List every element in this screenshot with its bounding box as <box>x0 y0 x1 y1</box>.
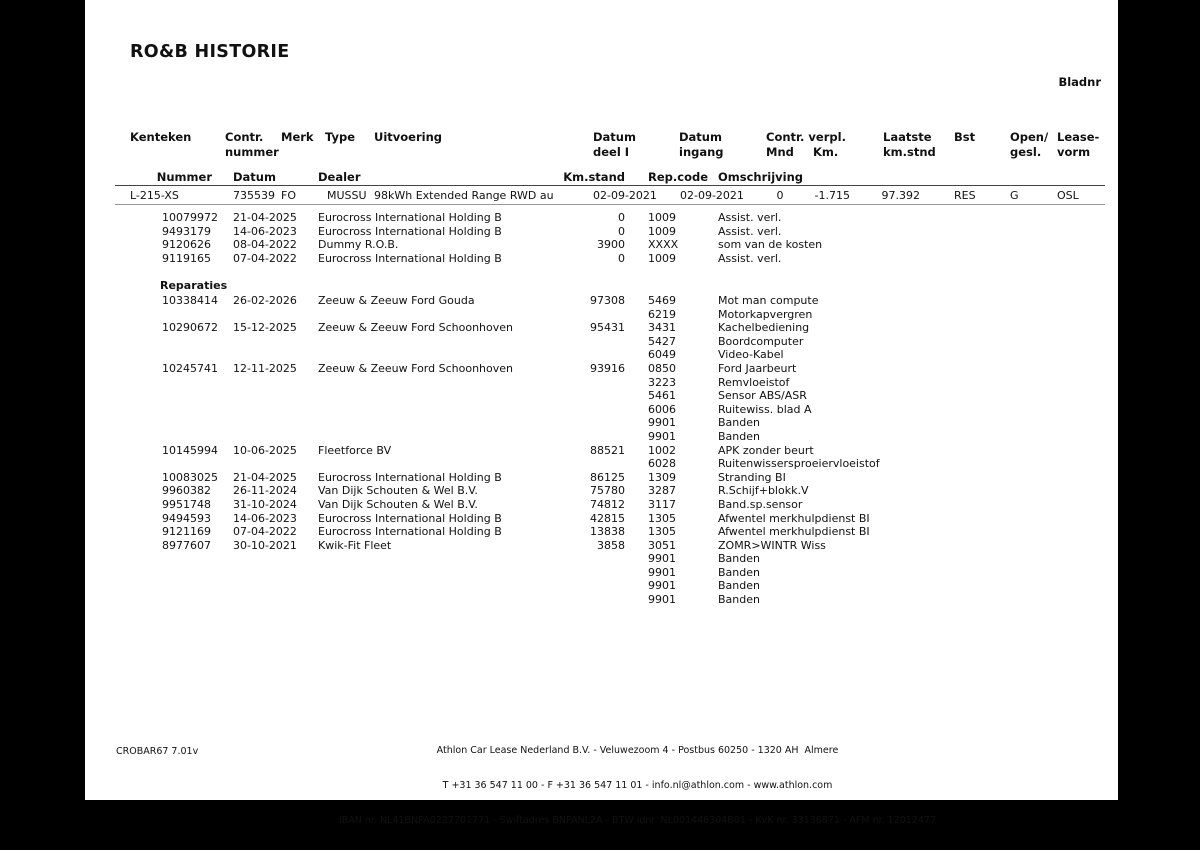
row-datum: 26-02-2026 <box>233 294 297 307</box>
col-header-laatste-line2: km.stnd <box>883 145 936 159</box>
contract-nummer: 735539 <box>233 189 275 202</box>
row-omschrijving: Stranding BI <box>718 470 786 484</box>
contract-merk: FO <box>281 189 296 202</box>
table-row <box>85 457 1118 471</box>
bladnr-label: Bladnr <box>1058 75 1101 89</box>
row-omschrijving: Band.sp.sensor <box>718 497 803 511</box>
row-omschrijving: ZOMR>WINTR Wiss <box>718 538 826 552</box>
table-row <box>85 552 1118 566</box>
col-header-mnd: Mnd <box>766 145 794 159</box>
table-row <box>85 294 1118 308</box>
row-repcode: 9901 <box>648 593 676 607</box>
row-omschrijving: Banden <box>718 579 760 593</box>
row-omschrijving: Motorkapvergren <box>718 307 813 321</box>
row-datum: 21-04-2025 <box>233 211 297 224</box>
table-row <box>85 566 1118 580</box>
row-repcode: 6049 <box>648 348 676 362</box>
reparaties-section-label: Reparaties <box>160 279 228 292</box>
row-repcode: 1309 <box>648 470 676 484</box>
row-repcode: 9901 <box>648 579 676 593</box>
header-divider-line <box>115 185 1105 186</box>
col-header-contr-verpl: Contr. verpl. <box>766 130 846 144</box>
row-kmstand: 0 <box>618 251 625 265</box>
row-repcode: 1009 <box>648 211 676 224</box>
row-repcode: 9901 <box>648 429 676 443</box>
row-dealer: Eurocross International Holding B <box>318 511 502 525</box>
row-nummer: 9493179 <box>162 224 211 238</box>
row-datum: 12-11-2025 <box>233 361 297 375</box>
col-header-dealer: Dealer <box>318 170 361 184</box>
row-dealer: Fleetforce BV <box>318 443 392 457</box>
row-repcode: 6028 <box>648 457 676 471</box>
row-omschrijving: Video-Kabel <box>718 348 784 362</box>
row-nummer: 10079972 <box>162 211 218 224</box>
table-row <box>85 335 1118 349</box>
row-nummer: 10338414 <box>162 294 218 307</box>
row-kmstand: 97308 <box>590 294 625 307</box>
table-row <box>85 376 1118 390</box>
row-dealer: Zeeuw & Zeeuw Ford Schoonhoven <box>318 361 514 375</box>
row-nummer: 8977607 <box>162 538 211 552</box>
contract-divider-line <box>115 204 1105 205</box>
row-dealer: Eurocross International Holding B <box>318 251 502 265</box>
table-row <box>85 539 1118 553</box>
row-datum: 14-06-2023 <box>233 511 297 525</box>
table-row <box>85 389 1118 403</box>
table-row <box>85 593 1118 607</box>
footer-bank-line: IBAN nr. NL41BNPA0227701771 - Swiftadres BNPANL2A - BTW idnr. NL001448304B01 - KvK nr. 33136871 - AFM nr. 12012477 <box>338 814 937 826</box>
row-omschrijving: Ford Jaarbeurt <box>718 361 797 375</box>
col-header-lease-line1: Lease- <box>1057 130 1100 144</box>
row-kmstand: 0 <box>618 211 625 224</box>
row-nummer: 10083025 <box>162 470 218 484</box>
row-dealer: Kwik-Fit Fleet <box>318 538 392 552</box>
footer-address-line: Athlon Car Lease Nederland B.V. - Veluwezoom 4 - Postbus 60250 - 1320 AH Almere <box>436 745 839 757</box>
row-dealer: Dummy R.O.B. <box>318 238 399 252</box>
row-dealer: Zeeuw & Zeeuw Ford Gouda <box>318 294 475 307</box>
row-datum: 07-04-2022 <box>233 251 297 265</box>
row-nummer: 9119165 <box>162 251 211 265</box>
table-row <box>85 321 1118 335</box>
row-omschrijving: Mot man compute <box>718 294 819 307</box>
row-omschrijving: Banden <box>718 429 760 443</box>
contract-km: -1.715 <box>814 189 850 202</box>
col-header-datum: Datum <box>233 170 276 184</box>
row-nummer: 9121169 <box>162 525 211 539</box>
contract-mnd: 0 <box>776 189 784 202</box>
row-nummer: 10290672 <box>162 321 218 335</box>
row-omschrijving: APK zonder beurt <box>718 443 814 457</box>
col-header-omschrijving: Omschrijving <box>718 170 804 184</box>
row-repcode: 3287 <box>648 484 676 498</box>
row-omschrijving: Afwentel merkhulpdienst BI <box>718 511 870 525</box>
row-repcode: 9901 <box>648 552 676 566</box>
row-repcode: 1305 <box>648 525 676 539</box>
reparaties-table <box>85 294 1118 607</box>
row-omschrijving: R.Schijf+blokk.V <box>718 484 809 498</box>
table-row <box>85 525 1118 539</box>
table-row <box>85 484 1118 498</box>
table-row <box>85 430 1118 444</box>
row-omschrijving: Assist. verl. <box>718 224 782 238</box>
contract-datum-deel1: 02-09-2021 <box>593 189 657 202</box>
row-repcode: 9901 <box>648 565 676 579</box>
contract-open-gesl: G <box>1010 189 1019 202</box>
col-header-kenteken: Kenteken <box>130 130 192 144</box>
row-dealer: Eurocross International Holding B <box>318 224 502 238</box>
row-kmstand: 75780 <box>590 484 625 498</box>
row-datum: 10-06-2025 <box>233 443 297 457</box>
col-header-datum-ingang-line1: Datum <box>679 130 722 144</box>
contract-bst: RES <box>954 189 976 202</box>
row-datum: 07-04-2022 <box>233 525 297 539</box>
col-header-merk: Merk <box>281 130 314 144</box>
row-omschrijving: Ruitewiss. blad A <box>718 402 812 416</box>
row-repcode: 9901 <box>648 416 676 430</box>
table-row <box>85 416 1118 430</box>
row-dealer: Zeeuw & Zeeuw Ford Schoonhoven <box>318 321 514 335</box>
col-header-datum-ingang-line2: ingang <box>679 145 724 159</box>
page-title: RO&B HISTORIE <box>130 42 290 62</box>
row-omschrijving: Ruitenwissersproeiervloeistof <box>718 457 880 471</box>
table-row <box>85 252 1118 266</box>
row-repcode: 3051 <box>648 538 676 552</box>
row-omschrijving: Banden <box>718 416 760 430</box>
row-repcode: XXXX <box>648 238 679 252</box>
table-row <box>85 471 1118 485</box>
table-row <box>85 512 1118 526</box>
col-header-contrnummer-line1: Contr. <box>225 130 264 144</box>
row-repcode: 1305 <box>648 511 676 525</box>
row-nummer: 9951748 <box>162 497 211 511</box>
row-omschrijving: Assist. verl. <box>718 211 782 224</box>
row-repcode: 3223 <box>648 375 676 389</box>
table-row <box>85 444 1118 458</box>
row-kmstand: 88521 <box>590 443 625 457</box>
contract-lease-vorm: OSL <box>1057 189 1079 202</box>
row-repcode: 1002 <box>648 443 676 457</box>
table-row <box>85 579 1118 593</box>
table-row <box>85 225 1118 239</box>
table-row <box>85 362 1118 376</box>
row-datum: 08-04-2022 <box>233 238 297 252</box>
row-datum: 21-04-2025 <box>233 470 297 484</box>
table-row <box>85 403 1118 417</box>
row-dealer: Eurocross International Holding B <box>318 525 502 539</box>
col-header-bst: Bst <box>954 130 976 144</box>
table-row <box>85 238 1118 252</box>
contract-kenteken: L-215-XS <box>130 189 179 202</box>
row-omschrijving: Kachelbediening <box>718 321 810 335</box>
row-datum: 14-06-2023 <box>233 224 297 238</box>
row-nummer: 9960382 <box>162 484 211 498</box>
row-dealer: Van Dijk Schouten & Wel B.V. <box>318 497 478 511</box>
table-row <box>85 211 1118 225</box>
col-header-km: Km. <box>813 145 839 159</box>
row-repcode: 5461 <box>648 389 676 403</box>
row-omschrijving: som van de kosten <box>718 238 823 252</box>
row-nummer: 10245741 <box>162 361 218 375</box>
row-kmstand: 86125 <box>590 470 625 484</box>
col-header-datum-deel1-line2: deel I <box>593 145 630 159</box>
row-repcode: 1009 <box>648 224 676 238</box>
col-header-type: Type <box>325 130 356 144</box>
row-repcode: 5469 <box>648 294 676 307</box>
row-datum: 31-10-2024 <box>233 497 297 511</box>
row-dealer: Eurocross International Holding B <box>318 211 502 224</box>
table-row <box>85 498 1118 512</box>
contract-type: MUSSU <box>327 189 367 202</box>
row-omschrijving: Banden <box>718 593 760 607</box>
program-version-label: CROBAR67 7.01v <box>116 746 199 757</box>
contract-laatste-kmstand: 97.392 <box>881 189 920 202</box>
row-datum: 15-12-2025 <box>233 321 297 335</box>
col-header-datum-deel1-line1: Datum <box>593 130 636 144</box>
contract-uitvoering: 98kWh Extended Range RWD au <box>374 189 554 202</box>
row-omschrijving: Assist. verl. <box>718 251 782 265</box>
table-row <box>85 308 1118 322</box>
row-repcode: 6006 <box>648 402 676 416</box>
row-omschrijving: Afwentel merkhulpdienst BI <box>718 525 870 539</box>
row-kmstand: 74812 <box>590 497 625 511</box>
col-header-kmstand: Km.stand <box>563 170 625 184</box>
row-omschrijving: Boordcomputer <box>718 334 804 348</box>
contract-datum-ingang: 02-09-2021 <box>680 189 744 202</box>
row-kmstand: 3858 <box>597 538 625 552</box>
row-omschrijving: Sensor ABS/ASR <box>718 389 807 403</box>
row-datum: 30-10-2021 <box>233 538 297 552</box>
row-dealer: Eurocross International Holding B <box>318 470 502 484</box>
row-repcode: 5427 <box>648 334 676 348</box>
row-nummer: 9494593 <box>162 511 211 525</box>
row-kmstand: 0 <box>618 224 625 238</box>
col-header-contrnummer-line2: nummer <box>225 145 279 159</box>
row-kmstand: 3900 <box>597 238 625 252</box>
row-kmstand: 93916 <box>590 361 625 375</box>
row-dealer: Van Dijk Schouten & Wel B.V. <box>318 484 478 498</box>
col-header-repcode: Rep.code <box>648 170 709 184</box>
row-datum: 26-11-2024 <box>233 484 297 498</box>
row-omschrijving: Remvloeistof <box>718 375 790 389</box>
row-omschrijving: Banden <box>718 565 760 579</box>
row-nummer: 10145994 <box>162 443 218 457</box>
row-omschrijving: Banden <box>718 552 760 566</box>
table-row <box>85 348 1118 362</box>
row-repcode: 3117 <box>648 497 676 511</box>
footer <box>155 722 1120 850</box>
row-repcode: 1009 <box>648 251 676 265</box>
row-kmstand: 95431 <box>590 321 625 335</box>
row-kmstand: 42815 <box>590 511 625 525</box>
col-header-laatste-line1: Laatste <box>883 130 932 144</box>
col-header-open-line2: gesl. <box>1010 145 1042 159</box>
row-nummer: 9120626 <box>162 238 211 252</box>
row-kmstand: 13838 <box>590 525 625 539</box>
col-header-open-line1: Open/ <box>1010 130 1049 144</box>
row-repcode: 0850 <box>648 361 676 375</box>
col-header-nummer: Nummer <box>156 170 212 184</box>
footer-contact-line: T +31 36 547 11 00 - F +31 36 547 11 01 - info.nl@athlon.com - www.athlon.com <box>442 779 833 791</box>
row-repcode: 6219 <box>648 307 676 321</box>
col-header-lease-line2: vorm <box>1057 145 1091 159</box>
col-header-uitvoering: Uitvoering <box>374 130 443 144</box>
document-page <box>85 0 1118 826</box>
row-repcode: 3431 <box>648 321 676 335</box>
maintenance-table <box>85 211 1118 265</box>
